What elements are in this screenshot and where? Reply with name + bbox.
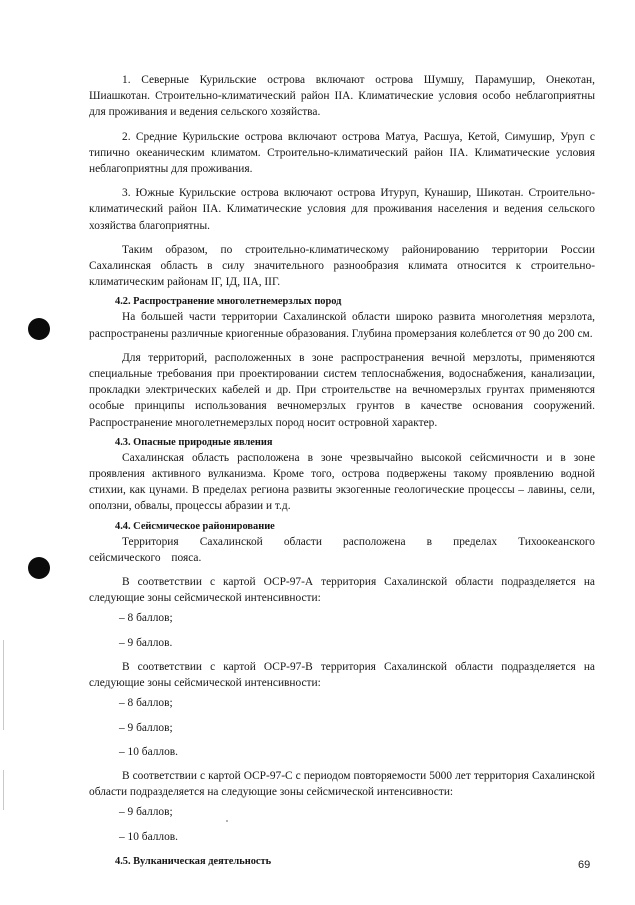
punch-hole-top: [28, 318, 50, 340]
punch-hole-bottom: [28, 557, 50, 579]
scan-edge-mark: [3, 640, 4, 730]
paragraph-middle-kurils: 2. Средние Курильские острова включают острова Матуа, Расшуа, Кетой, Симушир, Уруп с типично океаническим климатом. Строительно-климатический район IIА. Климатические условия неблагоприятны для проживания.: [89, 130, 595, 176]
paragraph-seismic-belt: Территория Сахалинской области расположена в пределах Тихоокеанского сейсмического пояса.: [89, 535, 595, 564]
heading-permafrost: 4.2. Распространение многолетнемерзлых пород: [115, 296, 342, 308]
paragraph-northern-kurils: 1. Северные Курильские острова включают острова Шумшу, Парамушир, Онекотан, Шиашкотан. Строительно-климатический район IIА. Климатические условия особо неблагоприятны для проживания и ведения сельского хозяйства.: [89, 74, 595, 119]
list-item: – 9 баллов;: [119, 721, 173, 734]
scan-edge-mark: [3, 770, 4, 810]
paragraph-permafrost: На большей части территории Сахалинской области широко развита многолетняя мерзлота, распространены различные криогенные образования. Глубина промерзания колеблется от 90 до 200 см.: [89, 311, 595, 340]
list-item: – 9 баллов.: [119, 636, 173, 649]
paragraph-map-b: В соответствии с картой ОСР-97-В территория Сахалинской области подразделяется на следующие зоны сейсмической интенсивности:: [89, 660, 595, 690]
list-item: – 9 баллов;: [119, 806, 173, 819]
list-item: – 10 баллов.: [119, 745, 179, 758]
paragraph-southern-kurils: 3. Южные Курильские острова включают острова Итуруп, Кунашир, Шикотан. Строительно-климатический район IIА. Климатические условия для проживания населения и ведения сельского хозяйства благоприятны.: [89, 187, 595, 232]
paragraph-map-a: В соответствии с картой ОСР-97-А территория Сахалинской области подразделяется на следующие зоны сейсмической интенсивности:: [89, 576, 595, 605]
paragraph-climate-summary: Таким образом, по строительно-климатическому районированию территории России Сахалинская область в силу значительного разнообразия климата относится к строительно-климатическим районам IГ, IД, IIА, IIГ.: [89, 243, 595, 289]
heading-seismic-zoning: 4.4. Сейсмическое районирование: [115, 520, 275, 532]
heading-hazards: 4.3. Опасные природные явления: [115, 436, 273, 448]
list-item: – 8 баллов;: [119, 612, 173, 625]
document-body: [89, 72, 595, 869]
paragraph-permafrost-requirements: Для территорий, расположенных в зоне распространения вечной мерзлоты, применяются специальные требования при проектировании систем теплоснабжения, водоснабжения, канализации, прокладки электрических кабелей и др. При строительстве на вечномерзлых грунтах применяются особые принципы использования вечномерзлых грунтов в качестве основания сооружений. Распространение многолетнемерзлых пород носит островной характер.: [89, 351, 595, 429]
heading-volcanic-activity: 4.5. Вулканическая деятельность: [115, 855, 272, 867]
paragraph-map-c: В соответствии с картой ОСР-97-С с периодом повторяемости 5000 лет территория Сахалинской области подразделяется на следующие зоны сейсмической интенсивности:: [89, 769, 595, 799]
page-number: 69: [578, 859, 591, 871]
paragraph-hazards: Сахалинская область расположена в зоне чрезвычайно высокой сейсмичности и в зоне проявления активного вулканизма. Кроме того, острова подвержены такому проявлению водной стихии, как цунами. В пределах региона развиты экзогенные геологические процессы – лавины, сели, оползни, обвалы, процессы абразии и т.д.: [89, 451, 595, 513]
list-item: – 8 баллов;: [119, 697, 173, 710]
list-item: – 10 баллов.: [119, 830, 179, 843]
